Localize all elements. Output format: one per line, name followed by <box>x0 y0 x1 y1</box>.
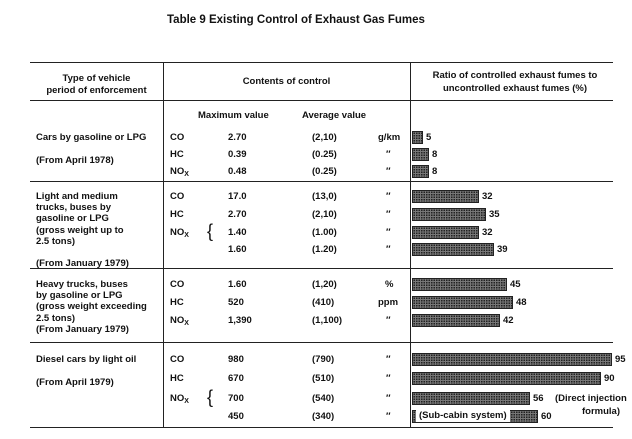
max-value: 520 <box>228 297 244 308</box>
vehicle-desc-line: gasoline or LPG <box>36 213 109 225</box>
vehicle-desc-line: by gasoline or LPG <box>36 290 123 302</box>
vehicle-desc-line: 2.5 tons) <box>36 235 76 247</box>
ratio-value: 42 <box>503 315 514 326</box>
ratio-value: 60 <box>541 411 552 422</box>
pollutant-name: CO <box>170 279 185 290</box>
max-value: 980 <box>228 354 244 365</box>
avg-value: (410) <box>312 297 335 308</box>
direct-injection-note-cont: formula) <box>582 406 620 417</box>
ratio-bar <box>412 243 494 256</box>
group-rule-1 <box>30 181 613 182</box>
ratio-value: 39 <box>497 244 508 255</box>
sub-cabin-note: (Sub-cabin system) <box>416 410 510 422</box>
ratio-value: 45 <box>510 279 521 290</box>
header-ratio-line2: uncontrolled exhaust fumes (%) <box>442 83 588 94</box>
avg-value: (1,20) <box>312 279 337 290</box>
ratio-value: 8 <box>432 166 438 177</box>
direct-injection-note: (Direct injection <box>555 393 627 404</box>
pollutant-label <box>170 315 189 327</box>
unit: ″ <box>386 191 391 202</box>
divider-col1 <box>163 62 164 428</box>
pollutant-label <box>170 132 184 143</box>
nox-brace: { <box>207 221 214 241</box>
pollutant-label <box>170 191 184 202</box>
vehicle-desc-line: Heavy trucks, buses <box>36 279 128 290</box>
pollutant-label <box>170 393 189 405</box>
unit: ″ <box>386 209 391 220</box>
unit: ″ <box>386 149 391 160</box>
avg-value: (2,10) <box>312 209 337 220</box>
pollutant-subscript: X <box>184 398 189 405</box>
max-value: 670 <box>228 373 244 384</box>
ratio-bar <box>412 353 612 366</box>
max-value: 1.40 <box>228 227 247 238</box>
max-value: 450 <box>228 411 244 422</box>
avg-value: (540) <box>312 393 335 404</box>
max-value: 0.48 <box>228 166 247 177</box>
pollutant-label <box>170 297 184 308</box>
vehicle-desc-line: (gross weight exceeding <box>36 301 147 313</box>
ratio-value: 35 <box>489 209 500 220</box>
pollutant-subscript: X <box>184 320 189 327</box>
ratio-bar <box>412 296 513 309</box>
unit: ″ <box>386 227 391 238</box>
vehicle-desc-line: Cars by gasoline or LPG <box>36 132 147 143</box>
max-value: 700 <box>228 393 244 404</box>
unit: ″ <box>386 411 391 422</box>
top-rule <box>30 62 613 63</box>
unit: g/km <box>378 132 401 143</box>
pollutant-name: HC <box>170 297 184 308</box>
unit: ppm <box>378 297 399 308</box>
pollutant-name: CO <box>170 354 185 365</box>
ratio-bar <box>412 148 429 161</box>
vehicle-desc-line: (gross weight up to <box>36 224 124 236</box>
ratio-bar <box>412 226 479 239</box>
ratio-value: 56 <box>533 393 544 404</box>
avg-value: (510) <box>312 373 335 384</box>
nox-brace: { <box>207 387 214 407</box>
ratio-bar <box>412 165 429 178</box>
ratio-bar <box>412 392 530 405</box>
avg-value: (0.25) <box>312 149 337 160</box>
max-value: 0.39 <box>228 149 247 160</box>
pollutant-label <box>170 227 189 239</box>
header-max-value: Maximum value <box>198 110 269 121</box>
vehicle-desc-line: Light and medium <box>36 191 118 202</box>
unit: ″ <box>386 166 391 177</box>
pollutant-label <box>170 166 189 178</box>
pollutant-name: HC <box>170 373 184 384</box>
unit: ″ <box>386 315 391 326</box>
vehicle-desc-line: (From April 1978) <box>36 155 114 166</box>
bottom-rule <box>30 427 613 428</box>
pollutant-name: NO <box>170 393 185 404</box>
pollutant-label <box>170 209 184 220</box>
max-value: 1.60 <box>228 279 247 290</box>
pollutant-name: NO <box>170 315 185 326</box>
avg-value: (1,100) <box>312 315 343 326</box>
vehicle-desc-line: (From January 1979) <box>36 258 129 270</box>
unit: ″ <box>386 373 391 384</box>
max-value: 2.70 <box>228 132 247 143</box>
header-contents: Contents of control <box>242 76 331 87</box>
ratio-bar <box>412 131 423 144</box>
ratio-value: 90 <box>604 373 615 384</box>
unit: ″ <box>386 393 391 404</box>
pollutant-label <box>170 373 184 384</box>
pollutant-subscript: X <box>184 232 189 239</box>
pollutant-label <box>170 279 184 290</box>
ratio-bar <box>412 190 479 203</box>
avg-value: (2,10) <box>312 132 337 143</box>
vehicle-desc-line: trucks, buses by <box>36 202 111 214</box>
table-title: Table 9 Existing Control of Exhaust Gas Fumes <box>167 14 425 26</box>
unit: ″ <box>386 244 391 255</box>
vehicle-desc-line: (From April 1979) <box>36 377 114 388</box>
header-rule <box>30 100 613 101</box>
avg-value: (13,0) <box>312 191 337 202</box>
ratio-value: 32 <box>482 191 493 202</box>
ratio-value: 48 <box>516 297 527 308</box>
max-value: 17.0 <box>228 191 247 202</box>
vehicle-desc-line: (From January 1979) <box>36 323 129 335</box>
pollutant-name: CO <box>170 132 185 143</box>
max-value: 2.70 <box>228 209 247 220</box>
pollutant-name: CO <box>170 191 185 202</box>
ratio-value: 95 <box>615 354 626 365</box>
pollutant-label <box>170 354 184 365</box>
max-value: 1,390 <box>228 315 252 326</box>
max-value: 1.60 <box>228 244 247 255</box>
avg-value: (1.20) <box>312 244 337 255</box>
avg-value: (0.25) <box>312 166 337 177</box>
header-avg-value: Average value <box>302 110 367 121</box>
unit: % <box>385 279 394 290</box>
avg-value: (340) <box>312 411 335 422</box>
avg-value: (1.00) <box>312 227 337 238</box>
ratio-value: 8 <box>432 149 438 160</box>
vehicle-desc-line: 2.5 tons) <box>36 312 76 324</box>
ratio-bar <box>412 314 500 327</box>
avg-value: (790) <box>312 354 335 365</box>
group-rule-3 <box>30 342 613 343</box>
divider-col3 <box>410 62 411 428</box>
pollutant-name: NO <box>170 166 185 177</box>
ratio-value: 5 <box>426 132 432 143</box>
ratio-bar <box>412 372 601 385</box>
ratio-bar <box>412 208 486 221</box>
ratio-bar <box>412 278 507 291</box>
header-ratio-line1: Ratio of controlled exhaust fumes to <box>432 70 598 81</box>
pollutant-name: NO <box>170 227 185 238</box>
header-vehicle-line2: period of enforcement <box>46 85 147 96</box>
pollutant-name: HC <box>170 149 184 160</box>
vehicle-desc-line: Diesel cars by light oil <box>36 354 137 365</box>
pollutant-label <box>170 149 184 160</box>
ratio-value: 32 <box>482 227 493 238</box>
header-vehicle-line1: Type of vehicle <box>62 73 131 84</box>
pollutant-name: HC <box>170 209 184 220</box>
unit: ″ <box>386 354 391 365</box>
pollutant-subscript: X <box>184 171 189 178</box>
